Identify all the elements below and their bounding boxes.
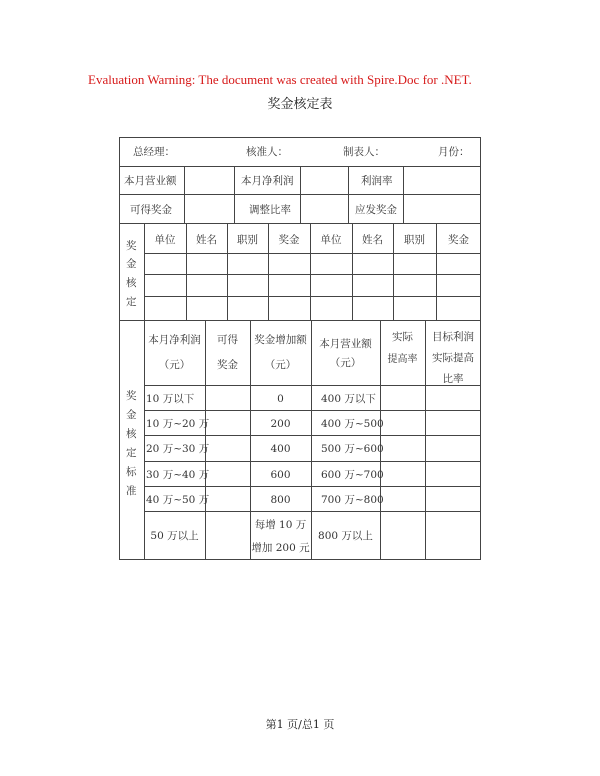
table-rule xyxy=(144,435,481,436)
net-profit-header-unit: （元） xyxy=(158,359,191,371)
column-header: 职别 xyxy=(237,234,258,246)
section2-label-char: 标 xyxy=(126,466,137,478)
table-rule xyxy=(348,166,349,223)
bonus-increase-rule-2: 增加 200 元 xyxy=(251,542,310,554)
revenue-range: 400 万~500 xyxy=(321,418,384,430)
table-rule xyxy=(144,511,481,512)
bonus-increase-value: 600 xyxy=(270,469,291,481)
payable-bonus-label: 应发奖金 xyxy=(355,204,397,216)
net-profit-header: 本月净利润 xyxy=(148,334,201,346)
revenue-range: 400 万以下 xyxy=(321,393,376,405)
table-rule xyxy=(144,274,481,275)
available-bonus-header: 可得 xyxy=(217,334,238,346)
monthly-revenue-header-unit: （元） xyxy=(329,357,362,369)
table-rule xyxy=(144,223,145,560)
page-title: 奖金核定表 xyxy=(267,97,333,112)
bonus-increase-value: 0 xyxy=(277,393,284,405)
bonus-increase-header: 奖金增加额 xyxy=(254,334,307,346)
table-rule xyxy=(144,461,481,462)
available-bonus-label: 可得奖金 xyxy=(130,204,172,216)
section2-label-char: 准 xyxy=(126,485,137,497)
section2-label-char: 奖 xyxy=(126,390,137,402)
bonus-increase-value: 800 xyxy=(270,494,291,506)
table-rule xyxy=(119,223,481,224)
section2-label-char: 核 xyxy=(126,428,137,440)
column-header: 姓名 xyxy=(362,234,383,246)
table-rule xyxy=(184,166,185,223)
section1-label-char: 奖 xyxy=(126,240,137,252)
revenue-range: 600 万~700 xyxy=(321,469,384,481)
section1-label-char: 定 xyxy=(126,296,137,308)
column-header: 职别 xyxy=(404,234,425,246)
revenue-range: 700 万~800 xyxy=(321,494,384,506)
actual-header: 实际 xyxy=(392,331,413,343)
table-rule xyxy=(144,486,481,487)
revenue-range: 800 万以上 xyxy=(318,530,373,542)
table-rule xyxy=(144,410,481,411)
table-rule xyxy=(144,253,481,254)
column-header: 单位 xyxy=(320,234,342,246)
monthly-revenue-label: 本月营业额 xyxy=(124,175,177,187)
revenue-range: 500 万~600 xyxy=(321,443,384,455)
column-header: 单位 xyxy=(154,234,176,246)
target-profit-header: 目标利润 xyxy=(432,331,474,343)
bonus-increase-value: 200 xyxy=(270,418,291,430)
profit-range: 20 万~30 万 xyxy=(146,443,210,455)
monthly-net-profit-label: 本月净利润 xyxy=(241,175,294,187)
column-header: 姓名 xyxy=(196,234,217,246)
evaluation-warning: Evaluation Warning: The document was created with Spire.Doc for .NET. xyxy=(88,72,472,87)
available-bonus-header-2: 奖金 xyxy=(217,359,238,371)
table-rule xyxy=(311,320,312,560)
section1-label-char: 金 xyxy=(126,258,137,270)
profit-range: 50 万以上 xyxy=(150,530,199,542)
page-footer: 第1 页/总1 页 xyxy=(265,718,335,731)
section1-label-char: 核 xyxy=(126,277,137,289)
profit-range: 10 万~20 万 xyxy=(146,418,210,430)
bonus-increase-header-unit: （元） xyxy=(264,359,297,371)
actual-rate-header: 提高率 xyxy=(387,354,418,365)
monthly-revenue-header: 本月营业额 xyxy=(319,338,372,350)
target-profit-header-2: 实际提高 xyxy=(432,352,474,364)
table-rule xyxy=(205,320,206,560)
table-rule xyxy=(144,296,481,297)
column-header: 奖金 xyxy=(278,234,300,246)
section2-label-char: 金 xyxy=(126,409,137,421)
general-manager-label: 总经理： xyxy=(133,146,175,158)
profit-range: 10 万以下 xyxy=(146,393,195,405)
profit-range: 30 万~40 万 xyxy=(146,469,210,481)
preparer-label: 制表人： xyxy=(343,146,385,158)
column-header: 奖金 xyxy=(448,234,469,246)
section2-label-char: 定 xyxy=(126,447,137,459)
table-rule xyxy=(234,166,235,223)
month-label: 月份： xyxy=(438,146,470,158)
profit-range: 40 万~50 万 xyxy=(146,494,210,506)
target-profit-header-3: 比率 xyxy=(442,373,464,383)
table-rule xyxy=(300,166,301,223)
approver-label: 核准人： xyxy=(246,146,288,158)
adjust-ratio-label: 调整比率 xyxy=(249,204,291,216)
table-rule xyxy=(403,166,404,223)
table-rule xyxy=(119,320,481,321)
profit-rate-label: 利润率 xyxy=(361,175,393,187)
bonus-increase-rule: 每增 10 万 xyxy=(254,519,307,531)
bonus-increase-value: 400 xyxy=(270,443,291,455)
table-rule xyxy=(144,385,481,386)
